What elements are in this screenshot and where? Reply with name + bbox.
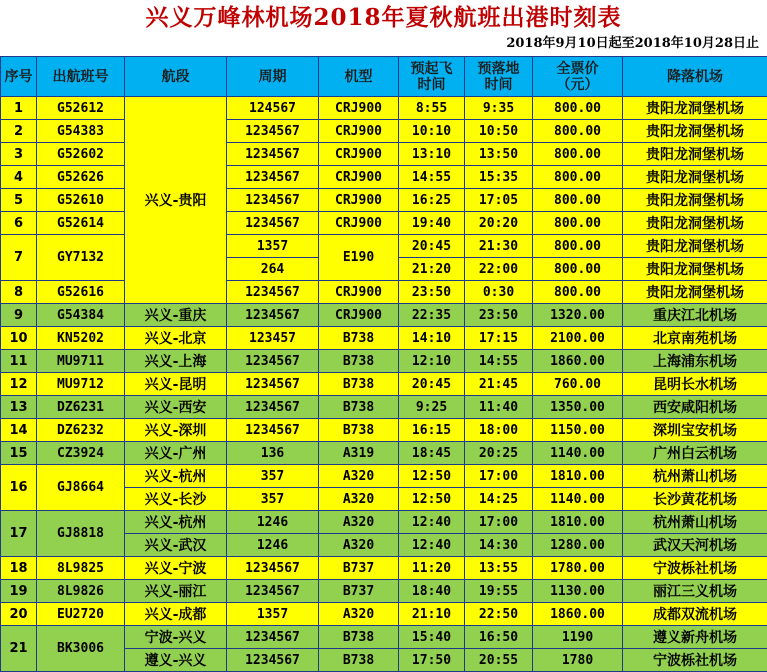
table-row — [1, 373, 767, 396]
header-flight: 出航班号 — [37, 57, 125, 97]
cell-departure: 18:40 — [399, 580, 465, 603]
cell-aircraft: A320 — [319, 534, 399, 557]
header-departure-l2: 时间 — [418, 77, 446, 93]
cell-arrival: 13:50 — [465, 143, 533, 166]
cell-flight: GY7132 — [37, 235, 125, 281]
cell-flight: GJ8818 — [37, 511, 125, 557]
cell-fare: 1860.00 — [533, 603, 623, 626]
cell-destination: 贵阳龙洞堡机场 — [623, 120, 767, 143]
cell-seq: 19 — [1, 580, 37, 603]
cell-departure: 19:40 — [399, 212, 465, 235]
cell-arrival: 11:40 — [465, 396, 533, 419]
cell-arrival: 18:00 — [465, 419, 533, 442]
header-fare — [533, 57, 623, 97]
cell-seq: 21 — [1, 626, 37, 672]
cell-seq: 1 — [1, 97, 37, 120]
cell-period: 264 — [227, 258, 319, 281]
cell-arrival: 19:55 — [465, 580, 533, 603]
cell-aircraft: B738 — [319, 373, 399, 396]
cell-arrival: 17:05 — [465, 189, 533, 212]
cell-seq: 2 — [1, 120, 37, 143]
cell-aircraft: CRJ900 — [319, 97, 399, 120]
cell-route: 兴义-深圳 — [125, 419, 227, 442]
cell-departure: 14:55 — [399, 166, 465, 189]
cell-destination: 宁波栎社机场 — [623, 649, 767, 672]
cell-arrival: 14:55 — [465, 350, 533, 373]
table-row — [1, 603, 767, 626]
cell-flight: G54384 — [37, 304, 125, 327]
cell-departure: 16:15 — [399, 419, 465, 442]
cell-flight: MU9711 — [37, 350, 125, 373]
table-row — [1, 626, 767, 649]
cell-route: 兴义-贵阳 — [125, 97, 227, 304]
cell-arrival: 14:30 — [465, 534, 533, 557]
cell-flight: CZ3924 — [37, 442, 125, 465]
cell-arrival: 23:50 — [465, 304, 533, 327]
cell-seq: 11 — [1, 350, 37, 373]
cell-aircraft: B737 — [319, 580, 399, 603]
header-arrival-l1: 预落地 — [478, 61, 520, 77]
cell-departure: 10:10 — [399, 120, 465, 143]
header-arrival-l2: 时间 — [485, 77, 513, 93]
table-row — [1, 212, 767, 235]
cell-arrival: 20:20 — [465, 212, 533, 235]
cell-aircraft: CRJ900 — [319, 143, 399, 166]
cell-period: 1234567 — [227, 580, 319, 603]
cell-fare: 800.00 — [533, 281, 623, 304]
cell-aircraft: CRJ900 — [319, 212, 399, 235]
cell-departure: 12:50 — [399, 465, 465, 488]
cell-arrival: 21:30 — [465, 235, 533, 258]
page-title: 兴义万峰林机场2018年夏秋航班出港时刻表 — [0, 0, 767, 36]
header-seq: 序号 — [1, 57, 37, 97]
cell-aircraft: CRJ900 — [319, 120, 399, 143]
cell-arrival: 14:25 — [465, 488, 533, 511]
cell-period: 136 — [227, 442, 319, 465]
cell-seq: 3 — [1, 143, 37, 166]
cell-fare: 1780 — [533, 649, 623, 672]
cell-fare: 1130.00 — [533, 580, 623, 603]
cell-departure: 9:25 — [399, 396, 465, 419]
cell-destination: 贵阳龙洞堡机场 — [623, 189, 767, 212]
cell-flight: G52626 — [37, 166, 125, 189]
cell-route: 兴义-重庆 — [125, 304, 227, 327]
cell-departure: 12:50 — [399, 488, 465, 511]
flight-schedule-table — [0, 56, 767, 672]
cell-seq: 16 — [1, 465, 37, 511]
cell-aircraft: A319 — [319, 442, 399, 465]
table-row — [1, 465, 767, 488]
cell-destination: 杭州萧山机场 — [623, 511, 767, 534]
cell-route: 遵义-兴义 — [125, 649, 227, 672]
cell-period: 357 — [227, 488, 319, 511]
header-fare-l2: （元） — [557, 77, 599, 93]
cell-flight: G52610 — [37, 189, 125, 212]
cell-departure: 13:10 — [399, 143, 465, 166]
cell-period: 1234567 — [227, 626, 319, 649]
cell-arrival: 17:00 — [465, 511, 533, 534]
cell-aircraft: B738 — [319, 327, 399, 350]
table-row — [1, 396, 767, 419]
cell-arrival: 22:00 — [465, 258, 533, 281]
header-route: 航段 — [125, 57, 227, 97]
cell-arrival: 13:55 — [465, 557, 533, 580]
cell-aircraft: A320 — [319, 465, 399, 488]
cell-fare: 800.00 — [533, 235, 623, 258]
cell-flight: 8L9825 — [37, 557, 125, 580]
table-row — [1, 189, 767, 212]
cell-period: 1234567 — [227, 373, 319, 396]
table-row — [1, 143, 767, 166]
cell-destination: 重庆江北机场 — [623, 304, 767, 327]
cell-arrival: 9:35 — [465, 97, 533, 120]
cell-destination: 宁波栎社机场 — [623, 557, 767, 580]
cell-seq: 18 — [1, 557, 37, 580]
cell-flight: GJ8664 — [37, 465, 125, 511]
cell-arrival: 0:30 — [465, 281, 533, 304]
header-departure-l1: 预起飞 — [411, 61, 453, 77]
cell-departure: 20:45 — [399, 235, 465, 258]
cell-destination: 贵阳龙洞堡机场 — [623, 281, 767, 304]
cell-seq: 9 — [1, 304, 37, 327]
cell-route: 宁波-兴义 — [125, 626, 227, 649]
cell-destination: 杭州萧山机场 — [623, 465, 767, 488]
cell-flight: G52616 — [37, 281, 125, 304]
header-destination: 降落机场 — [623, 57, 767, 97]
cell-fare: 1860.00 — [533, 350, 623, 373]
cell-fare: 800.00 — [533, 120, 623, 143]
cell-aircraft: B737 — [319, 557, 399, 580]
cell-flight: EU2720 — [37, 603, 125, 626]
cell-seq: 8 — [1, 281, 37, 304]
cell-period: 1234567 — [227, 189, 319, 212]
header-departure — [399, 57, 465, 97]
cell-departure: 11:20 — [399, 557, 465, 580]
cell-route: 兴义-武汉 — [125, 534, 227, 557]
header-aircraft: 机型 — [319, 57, 399, 97]
cell-period: 1246 — [227, 534, 319, 557]
table-row — [1, 304, 767, 327]
table-row — [1, 281, 767, 304]
cell-fare: 800.00 — [533, 97, 623, 120]
table-row — [1, 97, 767, 120]
cell-arrival: 20:25 — [465, 442, 533, 465]
cell-flight: G52612 — [37, 97, 125, 120]
cell-seq: 13 — [1, 396, 37, 419]
cell-period: 1234567 — [227, 212, 319, 235]
cell-period: 1357 — [227, 235, 319, 258]
cell-aircraft: CRJ900 — [319, 166, 399, 189]
cell-destination: 西安咸阳机场 — [623, 396, 767, 419]
table-row — [1, 511, 767, 534]
cell-departure: 14:10 — [399, 327, 465, 350]
cell-period: 1234567 — [227, 304, 319, 327]
cell-period: 1234567 — [227, 350, 319, 373]
cell-fare: 800.00 — [533, 166, 623, 189]
cell-route: 兴义-长沙 — [125, 488, 227, 511]
cell-seq: 12 — [1, 373, 37, 396]
cell-destination: 丽江三义机场 — [623, 580, 767, 603]
cell-flight: KN5202 — [37, 327, 125, 350]
table-row — [1, 327, 767, 350]
cell-departure: 18:45 — [399, 442, 465, 465]
cell-arrival: 10:50 — [465, 120, 533, 143]
cell-fare: 1320.00 — [533, 304, 623, 327]
cell-route: 兴义-杭州 — [125, 511, 227, 534]
cell-destination: 贵阳龙洞堡机场 — [623, 143, 767, 166]
cell-aircraft: B738 — [319, 419, 399, 442]
cell-destination: 贵阳龙洞堡机场 — [623, 166, 767, 189]
cell-route: 兴义-昆明 — [125, 373, 227, 396]
table-row — [1, 350, 767, 373]
cell-aircraft: E190 — [319, 235, 399, 281]
cell-period: 1246 — [227, 511, 319, 534]
cell-period: 1234567 — [227, 166, 319, 189]
cell-destination: 昆明长水机场 — [623, 373, 767, 396]
cell-aircraft: B738 — [319, 396, 399, 419]
cell-flight: DZ6231 — [37, 396, 125, 419]
cell-seq: 6 — [1, 212, 37, 235]
cell-flight: G52614 — [37, 212, 125, 235]
cell-departure: 22:35 — [399, 304, 465, 327]
cell-arrival: 22:50 — [465, 603, 533, 626]
cell-aircraft: CRJ900 — [319, 281, 399, 304]
cell-departure: 15:40 — [399, 626, 465, 649]
cell-fare: 1150.00 — [533, 419, 623, 442]
cell-flight: BK3006 — [37, 626, 125, 672]
cell-route: 兴义-北京 — [125, 327, 227, 350]
cell-departure: 21:20 — [399, 258, 465, 281]
cell-aircraft: CRJ900 — [319, 304, 399, 327]
cell-destination: 成都双流机场 — [623, 603, 767, 626]
cell-departure: 12:10 — [399, 350, 465, 373]
cell-destination: 广州白云机场 — [623, 442, 767, 465]
cell-seq: 20 — [1, 603, 37, 626]
cell-seq: 4 — [1, 166, 37, 189]
cell-flight: G52602 — [37, 143, 125, 166]
cell-route: 兴义-杭州 — [125, 465, 227, 488]
cell-fare: 1280.00 — [533, 534, 623, 557]
cell-aircraft: CRJ900 — [319, 189, 399, 212]
cell-aircraft: A320 — [319, 488, 399, 511]
cell-departure: 17:50 — [399, 649, 465, 672]
cell-fare: 1140.00 — [533, 488, 623, 511]
cell-departure: 20:45 — [399, 373, 465, 396]
cell-fare: 800.00 — [533, 258, 623, 281]
header-arrival — [465, 57, 533, 97]
table-row — [1, 419, 767, 442]
table-row — [1, 235, 767, 258]
cell-route: 兴义-广州 — [125, 442, 227, 465]
cell-destination: 遵义新舟机场 — [623, 626, 767, 649]
cell-departure: 12:40 — [399, 511, 465, 534]
cell-fare: 760.00 — [533, 373, 623, 396]
cell-destination: 上海浦东机场 — [623, 350, 767, 373]
table-row — [1, 166, 767, 189]
cell-flight: G54383 — [37, 120, 125, 143]
cell-arrival: 17:15 — [465, 327, 533, 350]
cell-period: 124567 — [227, 97, 319, 120]
cell-seq: 7 — [1, 235, 37, 281]
cell-fare: 2100.00 — [533, 327, 623, 350]
cell-departure: 8:55 — [399, 97, 465, 120]
cell-period: 1234567 — [227, 557, 319, 580]
cell-arrival: 15:35 — [465, 166, 533, 189]
cell-period: 1234567 — [227, 419, 319, 442]
cell-flight: MU9712 — [37, 373, 125, 396]
cell-arrival: 16:50 — [465, 626, 533, 649]
cell-period: 1234567 — [227, 649, 319, 672]
cell-destination: 贵阳龙洞堡机场 — [623, 235, 767, 258]
table-row — [1, 120, 767, 143]
cell-fare: 1350.00 — [533, 396, 623, 419]
cell-aircraft: A320 — [319, 603, 399, 626]
cell-departure: 16:25 — [399, 189, 465, 212]
cell-seq: 5 — [1, 189, 37, 212]
cell-fare: 1190 — [533, 626, 623, 649]
cell-route: 兴义-上海 — [125, 350, 227, 373]
table-header-row — [1, 57, 767, 97]
cell-fare: 800.00 — [533, 189, 623, 212]
table-row — [1, 557, 767, 580]
cell-fare: 800.00 — [533, 212, 623, 235]
cell-arrival: 17:00 — [465, 465, 533, 488]
cell-seq: 14 — [1, 419, 37, 442]
cell-fare: 1140.00 — [533, 442, 623, 465]
cell-period: 1234567 — [227, 281, 319, 304]
cell-route: 兴义-西安 — [125, 396, 227, 419]
table-row — [1, 442, 767, 465]
cell-period: 123457 — [227, 327, 319, 350]
cell-destination: 贵阳龙洞堡机场 — [623, 97, 767, 120]
cell-aircraft: B738 — [319, 350, 399, 373]
cell-aircraft: A320 — [319, 511, 399, 534]
cell-fare: 800.00 — [533, 143, 623, 166]
cell-route: 兴义-成都 — [125, 603, 227, 626]
cell-arrival: 21:45 — [465, 373, 533, 396]
cell-destination: 深圳宝安机场 — [623, 419, 767, 442]
header-period: 周期 — [227, 57, 319, 97]
cell-flight: DZ6232 — [37, 419, 125, 442]
validity-period: 2018年9月10日起至2018年10月28日止 — [506, 34, 759, 54]
cell-route: 兴义-丽江 — [125, 580, 227, 603]
header-fare-l1: 全票价 — [557, 61, 599, 77]
cell-arrival: 20:55 — [465, 649, 533, 672]
cell-fare: 1810.00 — [533, 465, 623, 488]
table-row — [1, 580, 767, 603]
cell-destination: 贵阳龙洞堡机场 — [623, 258, 767, 281]
cell-flight: 8L9826 — [37, 580, 125, 603]
cell-destination: 长沙黄花机场 — [623, 488, 767, 511]
cell-period: 1357 — [227, 603, 319, 626]
cell-destination: 北京南苑机场 — [623, 327, 767, 350]
cell-destination: 贵阳龙洞堡机场 — [623, 212, 767, 235]
cell-fare: 1810.00 — [533, 511, 623, 534]
cell-period: 1234567 — [227, 396, 319, 419]
cell-period: 1234567 — [227, 143, 319, 166]
cell-seq: 10 — [1, 327, 37, 350]
cell-departure: 12:40 — [399, 534, 465, 557]
cell-departure: 21:10 — [399, 603, 465, 626]
cell-seq: 15 — [1, 442, 37, 465]
cell-destination: 武汉天河机场 — [623, 534, 767, 557]
cell-period: 1234567 — [227, 120, 319, 143]
cell-route: 兴义-宁波 — [125, 557, 227, 580]
cell-aircraft: B738 — [319, 626, 399, 649]
cell-seq: 17 — [1, 511, 37, 557]
cell-period: 357 — [227, 465, 319, 488]
cell-fare: 1780.00 — [533, 557, 623, 580]
cell-departure: 23:50 — [399, 281, 465, 304]
cell-aircraft: B738 — [319, 649, 399, 672]
